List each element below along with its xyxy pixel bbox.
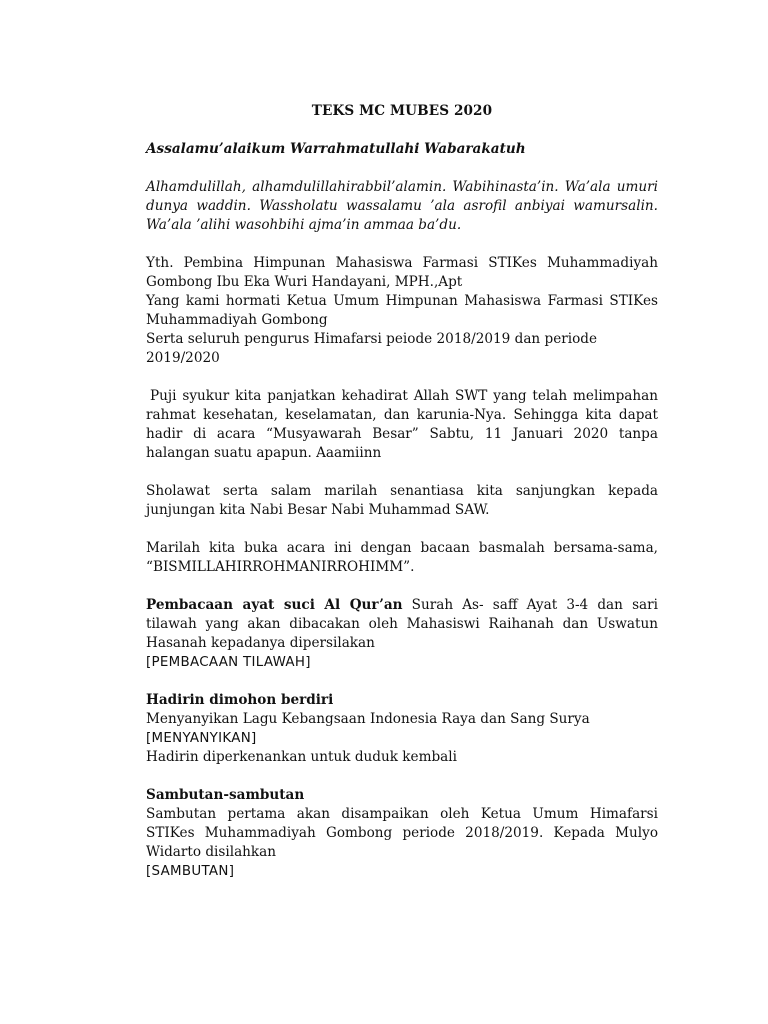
- syukur-paragraph: Puji syukur kita panjatkan kehadirat Allah SWT yang telah melimpahan rahmat kesehatan, keselamatan, dan karunia-Nya. Sehingga kita dapat hadir di acara “Musyawarah Besar” Sabtu, 11 Januari 2020 tanpa halangan suatu apapun. Aaamiinn: [146, 388, 658, 461]
- tilawah-section: [146, 596, 658, 672]
- doa-paragraph: Alhamdulillah, alhamdulillahirabbil’alamin. Wabihinasta’in. Wa’ala umuri dunya waddin. Wassholatu wassalamu ’ala asrofil anbiyai wamursalin. Wa’ala ’alihi wasohbihi ajma’in ammaa ba’du.: [146, 179, 658, 233]
- berdiri-line: Menyanyikan Lagu Kebangsaan Indonesia Raya dan Sang Surya: [146, 711, 590, 727]
- document-body: [146, 102, 658, 881]
- sambutan-section: [146, 786, 658, 881]
- menyanyikan-cue: [MENYANYIKAN]: [146, 731, 257, 746]
- tilawah-heading: Pembacaan ayat suci Al Qur’an: [146, 597, 403, 613]
- greeting-line: Yang kami hormati Ketua Umum Himpunan Mahasiswa Farmasi STIKes Muhammadiyah Gombong: [146, 293, 658, 328]
- document-title: TEKS MC MUBES 2020: [311, 103, 493, 119]
- berdiri-section: [146, 691, 658, 767]
- salutation: Assalamu’alaikum Warrahmatullahi Wabarakatuh: [146, 141, 526, 157]
- greeting-line: Yth. Pembina Himpunan Mahasiswa Farmasi STIKes Muhammadiyah Gombong Ibu Eka Wuri Handayani, MPH.,Apt: [146, 255, 658, 290]
- greetings-block: [146, 254, 658, 368]
- tilawah-paragraph: [146, 596, 658, 653]
- sambutan-paragraph: Sambutan pertama akan disampaikan oleh Ketua Umum Himafarsi STIKes Muhammadiyah Gombong periode 2018/2019. Kepada Mulyo Widarto disilahkan: [146, 806, 658, 860]
- sambutan-cue: [SAMBUTAN]: [146, 864, 235, 879]
- greeting-line: Serta seluruh pengurus Himafarsi peiode 2018/2019 dan periode 2019/2020: [146, 331, 598, 366]
- berdiri-heading: Hadirin dimohon berdiri: [146, 692, 334, 708]
- basmalah-paragraph: Marilah kita buka acara ini dengan bacaan basmalah bersama-sama, “BISMILLAHIRROHMANIRROHIMM”.: [146, 540, 658, 575]
- tilawah-cue: [PEMBACAAN TILAWAH]: [146, 655, 311, 670]
- sholawat-paragraph: Sholawat serta salam marilah senantiasa kita sanjungkan kepada junjungan kita Nabi Besar Nabi Muhammad SAW.: [146, 483, 658, 518]
- tilawah-text: Surah As- saff Ayat 3-4 dan sari tilawah yang akan dibacakan oleh Mahasiswi Raihanah dan Uswatun Hasanah kepadanya dipersilakan: [146, 597, 658, 651]
- sambutan-heading: Sambutan-sambutan: [146, 787, 305, 803]
- duduk-line: Hadirin diperkenankan untuk duduk kembali: [146, 749, 457, 765]
